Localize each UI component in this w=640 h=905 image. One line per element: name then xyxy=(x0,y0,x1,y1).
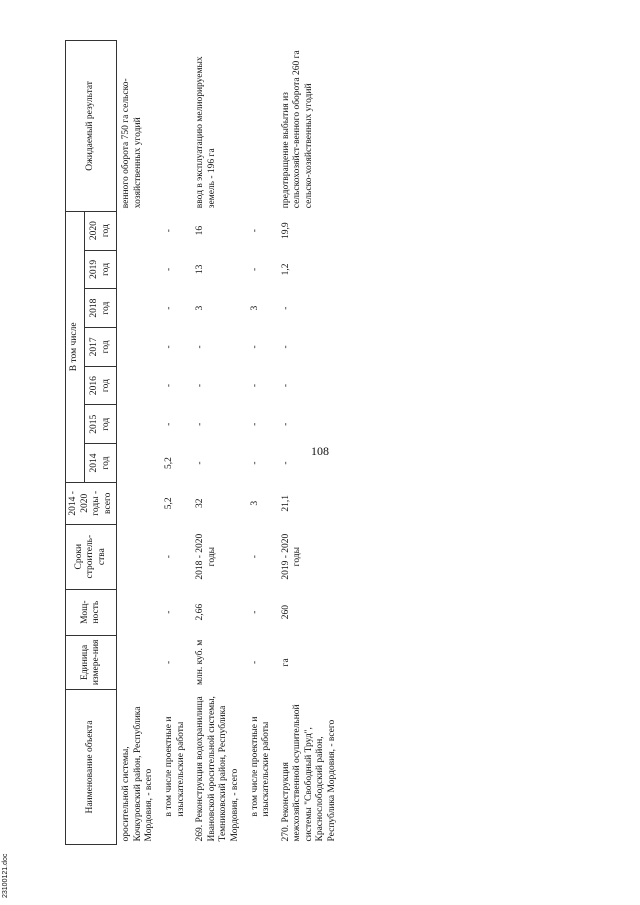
unit-cell: - xyxy=(249,660,260,664)
year-cell xyxy=(117,211,160,250)
landscape-table-sheet xyxy=(65,40,585,845)
year-cell: - xyxy=(195,383,206,388)
header-result: Ожидаемый результат xyxy=(66,41,117,212)
table-row xyxy=(191,41,245,845)
result-cell: венного оборота 750 га сельско-хозяйственных угодий xyxy=(121,78,143,209)
capacity-cell: 2,66 xyxy=(195,603,206,621)
year-cell: - xyxy=(249,461,260,465)
year-cell: - xyxy=(195,461,206,465)
object-name: 269. Реконструкция водохранилища Ивановской оросительной системы, Темниковский район, Республика Мордовия, - всего xyxy=(195,696,240,842)
document-filename: 23100121.doc xyxy=(2,853,9,898)
year-cell xyxy=(117,327,160,366)
header-capacity: Мощ-ность xyxy=(66,589,117,635)
total-cell: 3 xyxy=(249,500,260,506)
total-cell xyxy=(117,482,160,524)
year-cell xyxy=(117,405,160,444)
year-cell: - xyxy=(280,306,291,310)
header-year: 2020 год xyxy=(85,211,117,250)
result-cell xyxy=(246,41,277,212)
year-cell xyxy=(117,250,160,289)
header-total: 2014 - 2020 годы - всего xyxy=(66,482,117,524)
year-cell: - xyxy=(164,383,175,388)
objects-table xyxy=(65,40,343,845)
timing-cell xyxy=(117,524,160,589)
year-cell: - xyxy=(164,267,175,271)
year-cell: - xyxy=(249,422,260,426)
table-row xyxy=(160,41,191,845)
header-year: 2019 год xyxy=(85,250,117,289)
page-number: 108 xyxy=(311,444,329,458)
timing-cell: - xyxy=(164,555,175,559)
year-cell: 16 xyxy=(195,225,206,236)
unit-cell xyxy=(117,635,160,689)
year-cell xyxy=(117,366,160,405)
year-cell: - xyxy=(280,345,291,349)
timing-cell: 2018 - 2020 годы xyxy=(195,533,217,580)
year-cell: 13 xyxy=(195,264,206,275)
capacity-cell: 260 xyxy=(280,605,291,620)
year-cell: - xyxy=(195,422,206,426)
year-cell: - xyxy=(249,229,260,233)
header-name: Наименование объекта xyxy=(66,690,117,845)
year-cell: - xyxy=(280,383,291,388)
header-timing: Сроки строитель-ства xyxy=(66,524,117,589)
header-year: 2016 год xyxy=(85,366,117,405)
year-cell: - xyxy=(164,306,175,310)
unit-cell: млн. куб. м xyxy=(195,639,206,686)
year-cell xyxy=(117,289,160,328)
year-cell: - xyxy=(249,267,260,271)
header-unit: Единица измере-ния xyxy=(66,635,117,689)
table-row xyxy=(246,41,277,845)
total-cell: 32 xyxy=(195,498,206,509)
header-year: 2018 год xyxy=(85,289,117,328)
year-cell: - xyxy=(164,345,175,349)
unit-cell: - xyxy=(164,660,175,664)
header-year: 2017 год xyxy=(85,327,117,366)
year-cell: - xyxy=(195,345,206,349)
year-cell: 3 xyxy=(195,305,206,311)
unit-cell: га xyxy=(280,658,291,667)
result-cell: предотвращение выбытия из сельскохозяйст-венного оборота 260 га сельско-хозяйственных угодий xyxy=(280,50,314,209)
total-cell: 5,2 xyxy=(164,497,175,510)
timing-cell: - xyxy=(249,555,260,559)
year-cell xyxy=(117,444,160,483)
year-cell: - xyxy=(280,422,291,426)
result-cell: ввод в эксплуатацию мелиорируемых земель - 196 га xyxy=(195,56,217,209)
header-year: 2014 год xyxy=(85,444,117,483)
year-cell: 3 xyxy=(249,305,260,311)
year-cell: - xyxy=(164,229,175,233)
object-name: оросительной системы, Кочкуровский район, Республика Мордовия, - всего xyxy=(121,706,155,842)
capacity-cell xyxy=(117,589,160,635)
year-cell: - xyxy=(249,383,260,388)
object-name: 270. Реконструкция межхозяйственной осушительной системы "Свободный Труд", Краснослободский район, Республика Мордовия, - всего xyxy=(280,704,337,842)
header-year: 2015 год xyxy=(85,405,117,444)
year-cell: 19,9 xyxy=(280,222,291,239)
capacity-cell: - xyxy=(164,610,175,614)
object-name: в том числе проектные и изыскательские работы xyxy=(164,716,186,817)
year-cell: - xyxy=(164,422,175,426)
year-cell: - xyxy=(280,461,291,465)
year-cell: 5,2 xyxy=(164,457,175,469)
object-name: в том числе проектные и изыскательские работы xyxy=(249,716,272,817)
header-group: В том числе xyxy=(66,211,85,482)
table-row xyxy=(277,41,343,845)
result-cell xyxy=(160,41,191,212)
timing-cell: 2019 - 2020 годы xyxy=(280,533,303,580)
year-cell: 1,2 xyxy=(280,263,291,276)
capacity-cell: - xyxy=(249,610,260,614)
total-cell: 21,1 xyxy=(280,494,291,512)
year-cell: - xyxy=(249,345,260,349)
table-row xyxy=(117,41,160,845)
